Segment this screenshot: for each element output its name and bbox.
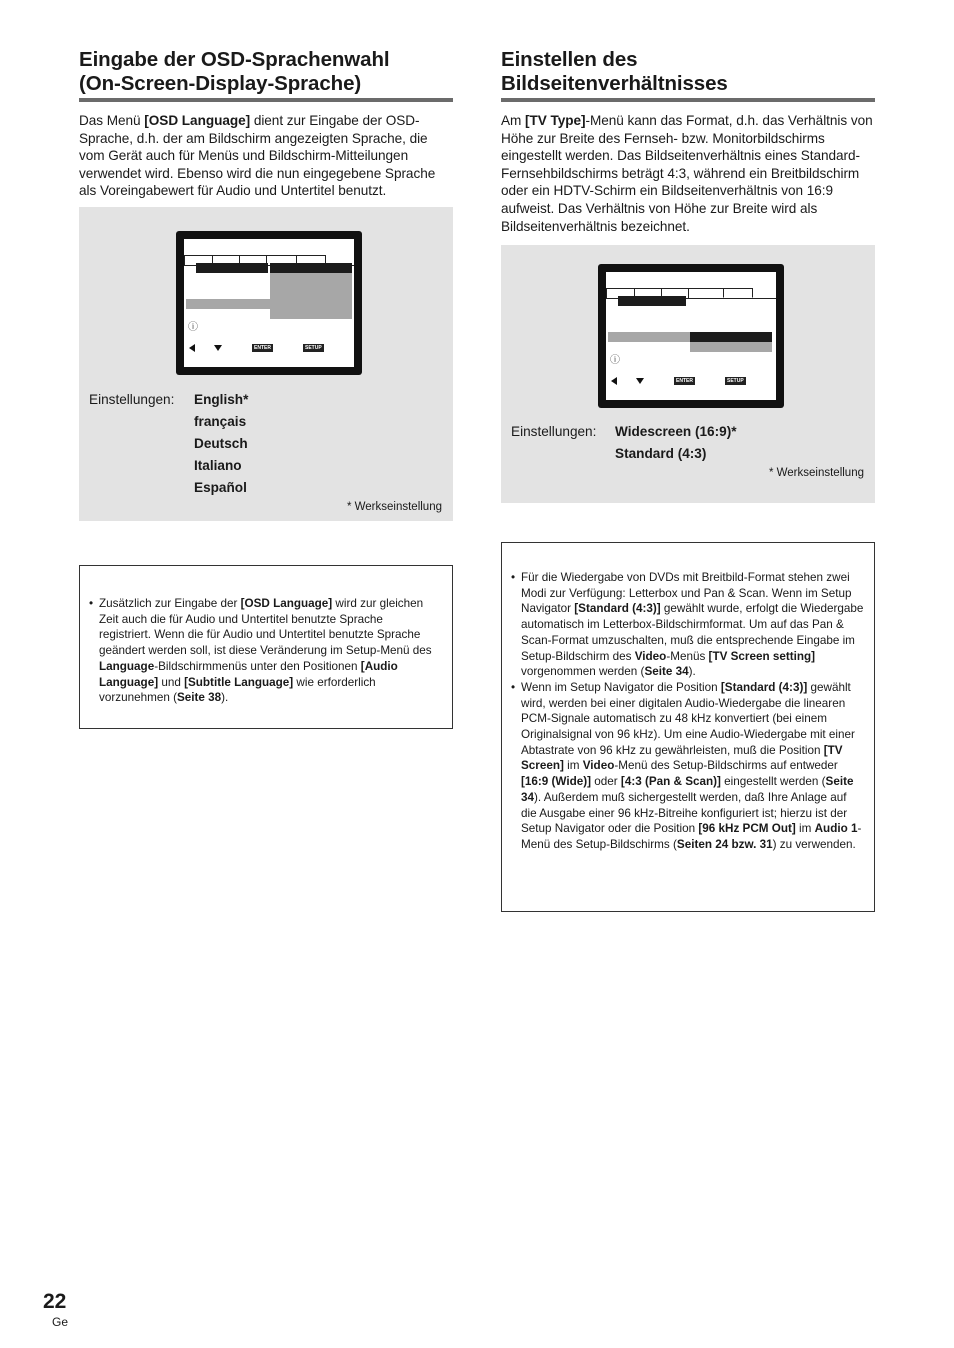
bold-term: [4:3 (Pan & Scan)] [620, 775, 721, 789]
setting-value: Español [194, 479, 247, 495]
osd-note-box [79, 565, 453, 729]
bold-term: [96 kHz PCM Out] [698, 822, 796, 836]
heading-line: Bildseitenverhältnisses [501, 72, 728, 95]
right-section [501, 48, 875, 503]
down-arrow-icon [636, 378, 644, 384]
selected-menu-item [618, 296, 686, 306]
bold-term: Language [99, 659, 155, 673]
setup-key-icon: SETUP [305, 344, 322, 351]
aspect-figure-box [501, 245, 875, 503]
left-section [79, 48, 453, 521]
bold-term: Video [582, 759, 615, 773]
left-arrow-icon [189, 344, 195, 352]
info-icon: ⓘ [610, 355, 620, 367]
settings-values [615, 421, 737, 465]
heading-line: Einstellen des [501, 48, 638, 71]
bold-term: [OSD Language] [144, 113, 251, 128]
osd-intro-paragraph: Das Menü [OSD Language] dient zur Eingabe der OSD-Sprache, d.h. der am Bildschirm angezeigten Sprache, die vom Gerät auch für Menüs und Bildschirm-Mitteilungen verwendet wird. Ebenso wird die nun eingegebene Sprache als Voreingabewert für Audio und Untertitel benutzt. [79, 113, 436, 199]
note-list [89, 596, 438, 706]
page-number: 22 [43, 1290, 67, 1313]
settings-label: Einstellungen: [89, 391, 175, 407]
enter-key-icon: ENTER [254, 344, 271, 351]
setting-value: français [194, 413, 247, 429]
note-list [511, 570, 864, 853]
bold-term: Seiten 24 bzw. 31 [676, 837, 773, 851]
setting-value: Italiano [194, 457, 242, 473]
highlight-row [186, 299, 270, 309]
osd-settings [89, 389, 429, 499]
heading-line: (On-Screen-Display-Sprache) [79, 72, 362, 95]
factory-default-footnote: * Werkseinstellung [346, 500, 442, 513]
options-panel [270, 273, 352, 319]
bold-term: [16:9 (Wide)] [521, 775, 592, 789]
screen-inner [184, 239, 354, 367]
bold-term: [Standard (4:3)] [574, 602, 661, 616]
bold-term: Seite 34 [521, 775, 854, 804]
left-arrow-icon [611, 377, 617, 385]
highlight-row [608, 332, 690, 342]
page-language-code: Ge [52, 1315, 69, 1329]
bold-term: Seite 38 [176, 691, 222, 705]
osd-language-heading [79, 48, 453, 102]
bold-term: [Standard (4:3)] [720, 680, 808, 694]
tv-type-menu-screenshot [598, 264, 784, 408]
bold-term: [OSD Language] [240, 597, 333, 610]
selected-menu-item [196, 263, 268, 273]
factory-default-footnote: * Werkseinstellung [768, 467, 864, 480]
selected-option [690, 332, 772, 342]
bold-term: Audio 1 [814, 822, 858, 836]
down-arrow-icon [214, 345, 222, 351]
bold-term: [Audio Language] [99, 659, 398, 689]
setting-value: English* [194, 391, 249, 407]
aspect-intro-paragraph: Am [TV Type]-Menü kann das Format, d.h. das Verhältnis von Höhe zur Breite des Fernseh- bzw. Monitorbildschirms eingestellt werden. Das Bildseitenverhältnis eines Standard-Fernsehbildschirms beträgt 4:3, während ein Breitbildschirm oder ein HDTV-Schirm ein Bildseitenverhältnis von 16:9 aufweist. Das Verhältnis von Höhe zur Breite wird als Bildseitenverhältnis bezeichnet. [501, 113, 873, 234]
setting-value: Widescreen (16:9)* [615, 424, 737, 440]
setting-value: Deutsch [194, 435, 248, 451]
bold-term: [TV Type] [525, 113, 586, 128]
aspect-note-box [501, 542, 875, 912]
menu-tab-active [723, 288, 753, 298]
osd-menu-screenshot [176, 231, 362, 375]
bold-term: Seite 34 [644, 665, 689, 679]
menu-tab [688, 288, 724, 298]
note-item: • Für die Wiedergabe von DVDs mit Breitbild-Format stehen zwei Modi zur Verfügung: Letterbox und Pan & Scan. Wenn im Setup Navigator [Standard (4:3)] gewählt wurde, erfolgt die Wiedergabe automatisch im Letterbox-Bildschirmformat. Um auf das Pan & Scan-Format umzuschalten, muß die entsprechende Eingabe im Setup-Bildschirm des Video-Menüs [TV Screen setting] vorgenommen werden (Seite 34). [511, 570, 864, 680]
setup-key-icon: SETUP [727, 378, 744, 385]
screen-inner [606, 272, 776, 400]
setting-value: Standard (4:3) [615, 446, 707, 462]
note-item: • Wenn im Setup Navigator die Position [Standard (4:3)] gewählt wird, werden bei einer digitalen Audio-Wiedergabe die linearen PCM-Signale automatisch zu 48 kHz konvertiert (bei einem Originalsignal von 96 kHz). Um eine Audio-Wiedergabe mit einer Abtastrate von 96 kHz zu gewährleisten, muß die Position [TV Screen] im Video-Menü des Setup-Bildschirms auf entweder [16:9 (Wide)] oder [4:3 (Pan & Scan)] eingestellt werden (Seite 34). Außerdem muß sichergestellt werden, daß Ihre Anlage auf die Ausgabe einer 96 kHz-Bitreihe konfiguriert ist; hierzu ist der Setup Navigator oder die Position [96 kHz PCM Out] im Audio 1-Menü des Setup-Bildschirms (Seiten 24 bzw. 31) zu verwenden. [511, 680, 864, 853]
bold-term: [TV Screen] [521, 743, 843, 773]
info-icon: ⓘ [188, 321, 198, 333]
heading-line: Eingabe der OSD-Sprachenwahl [79, 48, 390, 71]
osd-figure-box [79, 207, 453, 521]
settings-label: Einstellungen: [511, 424, 597, 440]
note-item: • Zusätzlich zur Eingabe der [OSD Language] wird zur gleichen Zeit auch die für Audio und Untertitel benutzte Sprache registriert. Wenn die für Audio und Untertitel benutzte Sprache geändert werden soll, ist diese Veränderung im Setup-Menü des Language-Bildschirmmenüs unter den Positionen [Audio Language] und [Subtitle Language] wie erforderlich vorzunehmen (Seite 38). [89, 596, 438, 706]
selected-option [270, 263, 352, 273]
aspect-ratio-heading [501, 48, 875, 102]
settings-values [194, 389, 248, 499]
aspect-settings [511, 421, 851, 471]
bold-term: [TV Screen setting] [708, 649, 816, 663]
bold-term: [Subtitle Language] [184, 675, 294, 689]
bold-term: Video [634, 649, 667, 663]
options-panel [690, 342, 772, 352]
enter-key-icon: ENTER [676, 378, 693, 385]
